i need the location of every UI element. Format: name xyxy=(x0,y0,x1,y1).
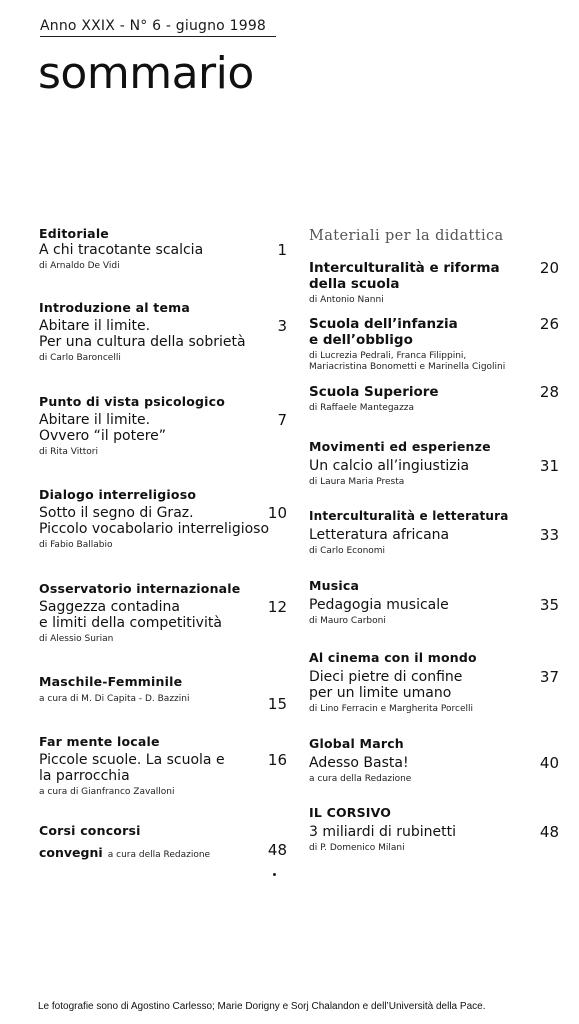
section-heading: Editoriale xyxy=(39,226,109,241)
section-heading: Al cinema con il mondo xyxy=(309,650,477,665)
article-entry[interactable] xyxy=(39,242,287,258)
article-title: Abitare il limite. Per una cultura della sobrietà xyxy=(39,318,246,350)
article-title: A chi tracotante scalcia xyxy=(39,242,204,258)
byline: di Raffaele Mantegazza xyxy=(309,403,415,413)
article-entry[interactable] xyxy=(309,384,559,400)
page-number: 3 xyxy=(277,317,287,335)
page-number: 37 xyxy=(539,668,559,686)
toc-section xyxy=(309,260,559,306)
section-heading: Introduzione al tema xyxy=(39,300,190,315)
byline: di Laura Maria Presta xyxy=(309,477,405,487)
page-number: 35 xyxy=(539,596,559,614)
section-heading: Interculturalità e letteratura xyxy=(309,509,509,523)
article-entry[interactable] xyxy=(309,260,559,292)
article-entry[interactable] xyxy=(309,597,559,613)
article-title: Dieci pietre di confine per un limite umano xyxy=(309,669,463,701)
page-number: 28 xyxy=(539,383,559,401)
toc-section xyxy=(39,674,287,713)
article-title: Interculturalità e riforma della scuola xyxy=(309,260,500,292)
article-title: Un calcio all’ingiustizia xyxy=(309,458,470,474)
page-number: 10 xyxy=(267,504,287,522)
article-entry[interactable] xyxy=(309,824,559,840)
byline: di Lino Ferracin e Margherita Porcelli xyxy=(309,704,474,714)
section-heading: Dialogo interreligioso xyxy=(39,487,197,502)
materials-heading: Materiali per la didattica xyxy=(309,228,504,244)
byline: di Carlo Economi xyxy=(309,546,386,556)
toc-section xyxy=(309,736,559,785)
section-heading: Movimenti ed esperienze xyxy=(309,439,491,454)
masthead xyxy=(40,18,276,37)
toc-section xyxy=(39,823,287,861)
byline: di Arnaldo De Vidi xyxy=(39,261,120,271)
byline: di Fabio Ballabio xyxy=(39,540,113,550)
page-number: 12 xyxy=(267,598,287,616)
article-title: Scuola Superiore xyxy=(309,384,439,400)
page-number: 15 xyxy=(267,695,287,713)
page-number: 40 xyxy=(539,754,559,772)
article-title: Pedagogia musicale xyxy=(309,597,449,613)
materials-header-block xyxy=(309,228,559,244)
byline: di Rita Vittori xyxy=(39,447,98,457)
page-number: 33 xyxy=(539,526,559,544)
page-number: 31 xyxy=(539,457,559,475)
section-heading: Global March xyxy=(309,736,404,751)
article-entry[interactable] xyxy=(39,752,287,784)
byline: a cura di M. Di Capita - D. Bazzini xyxy=(39,694,190,704)
article-entry[interactable] xyxy=(39,505,287,537)
article-title: 3 miliardi di rubinetti xyxy=(309,824,456,840)
toc-section xyxy=(309,650,559,715)
toc-section xyxy=(309,805,559,854)
page-number: 7 xyxy=(277,411,287,429)
article-entry[interactable] xyxy=(39,412,287,444)
article-title: Abitare il limite. Ovvero “il potere” xyxy=(39,412,167,444)
article-entry[interactable] xyxy=(39,599,287,631)
article-entry[interactable] xyxy=(309,669,559,701)
byline: di Carlo Baroncelli xyxy=(39,353,121,363)
article-entry[interactable] xyxy=(309,458,559,474)
toc-section xyxy=(309,439,559,488)
article-entry[interactable] xyxy=(309,316,559,348)
print-speck xyxy=(273,873,276,876)
section-heading-continued: convegni xyxy=(39,845,103,860)
article-entry[interactable] xyxy=(39,842,287,861)
toc-section xyxy=(309,578,559,627)
toc-section xyxy=(39,581,287,645)
toc-section xyxy=(39,394,287,458)
page-number: 48 xyxy=(539,823,559,841)
section-heading: Punto di vista psicologico xyxy=(39,394,226,409)
article-title: Sotto il segno di Graz. Piccolo vocabolario interreligioso xyxy=(39,505,270,537)
article-entry[interactable] xyxy=(39,694,287,713)
toc-section xyxy=(309,384,559,414)
section-heading: Maschile-Femminile xyxy=(39,674,183,689)
toc-section xyxy=(39,487,287,551)
byline: di Lucrezia Pedrali, Franca Filippini, Mariacristina Bonometti e Marinella Cigolini xyxy=(309,351,506,372)
article-entry[interactable] xyxy=(309,527,559,543)
byline: di Alessio Surian xyxy=(39,634,114,644)
byline: a cura della Redazione xyxy=(309,774,412,784)
section-heading: Corsi concorsi xyxy=(39,823,141,838)
article-entry[interactable] xyxy=(309,755,559,771)
article-title: Adesso Basta! xyxy=(309,755,409,771)
issue-line: Anno XXIX - N° 6 - giugno 1998 xyxy=(40,18,267,34)
byline: di Mauro Carboni xyxy=(309,616,386,626)
page-number: 26 xyxy=(539,315,559,333)
toc-section xyxy=(309,316,559,373)
byline: a cura di Gianfranco Zavalloni xyxy=(39,787,175,797)
article-title: Saggezza contadina e limiti della competitività xyxy=(39,599,222,631)
toc-section xyxy=(39,300,287,364)
section-heading: Osservatorio internazionale xyxy=(39,581,241,596)
toc-section xyxy=(39,734,287,798)
byline: di P. Domenico Milani xyxy=(309,843,405,853)
page-number: 20 xyxy=(539,259,559,277)
article-entry[interactable] xyxy=(39,318,287,350)
page-title: sommario xyxy=(38,48,254,99)
article-title: Scuola dell’infanzia e dell’obbligo xyxy=(309,316,458,348)
article-title: Piccole scuole. La scuola e la parrocchia xyxy=(39,752,225,784)
byline: a cura della Redazione xyxy=(107,850,211,860)
section-heading: Far mente locale xyxy=(39,734,160,749)
page-number: 16 xyxy=(267,751,287,769)
page-number: 1 xyxy=(277,241,287,259)
page-number: 48 xyxy=(267,841,287,859)
byline: di Antonio Nanni xyxy=(309,295,384,305)
section-heading: IL CORSIVO xyxy=(309,805,392,820)
header-rule xyxy=(40,36,276,37)
section-heading: Musica xyxy=(309,578,360,593)
photo-credits: Le fotografie sono di Agostino Carlesso; Marie Dorigny e Sorj Chalandon e dell’Università della Pace. xyxy=(38,1001,486,1012)
article-title: Letteratura africana xyxy=(309,527,450,543)
toc-section xyxy=(309,508,559,557)
toc-section xyxy=(39,226,287,272)
